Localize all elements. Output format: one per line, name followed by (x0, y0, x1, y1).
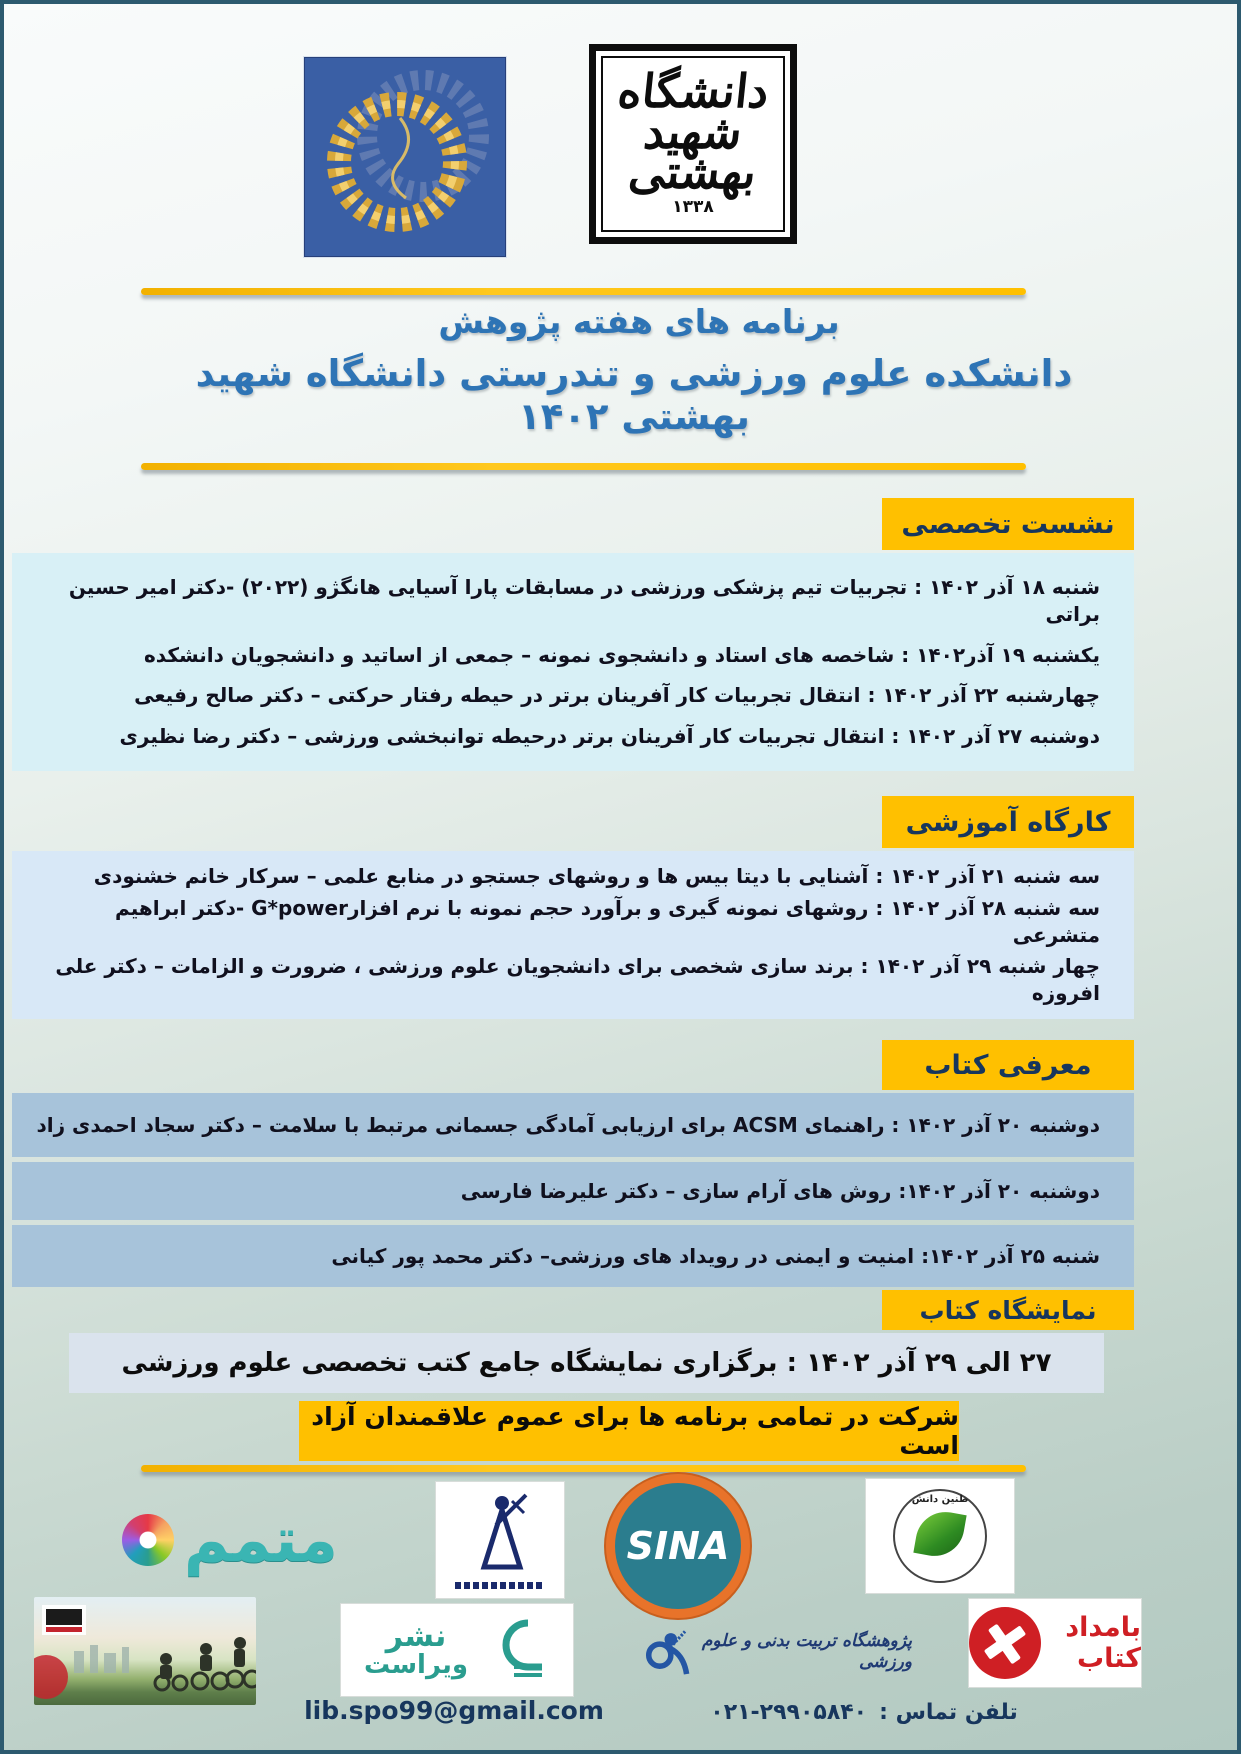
shahid-beheshti-university-logo (589, 44, 797, 244)
footer-phone (654, 1700, 1074, 1725)
sbu-logo-year: ۱۳۳۸ (672, 196, 714, 217)
event-item: شنبه ۱۸ آذر ۱۴۰۲ : تجربیات تیم پزشکی ورزشی در مسابقات پارا آسیایی هانگژو (۲۰۲۲) -دکتر امیر حسین براتی (68, 575, 1100, 627)
section-title-book-exhibition: نمایشگاه کتاب (882, 1290, 1134, 1330)
tanin-danesh-emblem (893, 1489, 987, 1583)
sbu-logo-line: بهشتی (626, 145, 760, 200)
event-item: دوشنبه ۲۰ آذر ۱۴۰۲ : راهنمای ACSM برای ارزیابی آمادگی جسمانی مرتبط با سلامت – دکتر سجاد احمدی زاد (36, 1112, 1100, 1137)
gold-swirl-icon (305, 58, 505, 256)
research-week-logo (304, 57, 506, 257)
virast-logo-label (363, 1618, 469, 1681)
event-item: چهارشنبه ۲۲ آذر ۱۴۰۲ : انتقال تجربیات کار آفرینان برتر در حیطه رفتار حرکتی – دکتر صالح رفیعی (134, 683, 1100, 708)
divider-top (141, 288, 1026, 295)
section-book-introduction-row (12, 1225, 1134, 1287)
event-item: سه شنبه ۲۸ آذر ۱۴۰۲ : روشهای نمونه گیری و برآورد حجم نمونه با نرم افزارG*power -دکتر ابراهیم متشرعی (115, 895, 1100, 947)
writer-figure-icon (468, 1491, 532, 1579)
divider-under-title (141, 463, 1026, 470)
tanin-danesh-label: طنین دانش (911, 1494, 969, 1505)
flower-burst-icon (122, 1514, 174, 1566)
event-item: چهار شنبه ۲۹ آذر ۱۴۰۲ : برند سازی شخصی برای دانشجویان علوم ورزشی ، ضرورت و الزامات – دکتر علی افروزه (55, 953, 1100, 1005)
institute-logo-label: پژوهشگاه تربیت بدنی و علوم ورزشی (701, 1630, 912, 1672)
phone-number: ۰۲۱-۲۹۹۰۵۸۴۰ (710, 1700, 868, 1725)
virast-publishing-logo (341, 1604, 573, 1696)
footer-email[interactable]: lib.spo99@gmail.com (304, 1696, 604, 1725)
sports-photo-banner (34, 1597, 256, 1705)
section-title-specialized-meetings: نشست تخصصی (882, 498, 1134, 550)
motamem-logo (122, 1503, 338, 1576)
publisher-caption-line (455, 1582, 545, 1589)
cyclists-silhouette-icon (34, 1597, 256, 1705)
event-item: سه شنبه ۲۱ آذر ۱۴۰۲ : آشنایی با دیتا بیس ها و روشهای جستجو در منابع علمی – سرکار خانم خشنودی (93, 864, 1100, 889)
open-participation-banner: شرکت در تمامی برنامه ها برای عموم علاقمندان آزاد است (299, 1401, 959, 1461)
section-book-introduction-row (12, 1093, 1134, 1157)
bamdad-logo-label: بامداد کتاب (1065, 1612, 1141, 1674)
virast-label-top: نشر (385, 1618, 447, 1654)
sina-logo-label: SINA (626, 1524, 730, 1568)
event-item: دوشنبه ۲۷ آذر ۱۴۰۲ : انتقال تجربیات کار آفرینان برتر درحیطه توانبخشی ورزشی – دکتر رضا نظیری (119, 723, 1100, 748)
bamdad-runner-icon (969, 1607, 1041, 1679)
poster-title-line2: دانشکده علوم ورزشی و تندرستی دانشگاه شهید بهشتی ۱۴۰۲ (195, 352, 1073, 438)
book-glyph-icon (480, 1615, 550, 1685)
leaf-icon (913, 1507, 966, 1560)
bamdad-ketab-logo (969, 1599, 1141, 1687)
tanin-danesh-logo (866, 1479, 1014, 1593)
poster-title-line1: برنامه های هفته پژوهش (438, 302, 840, 341)
event-item: یکشنبه ۱۹ آذر۱۴۰۲ : شاخصه های استاد و دانشجوی نمونه – جمعی از اساتید و دانشجویان دانشکده (143, 642, 1100, 667)
section-book-introduction-row (12, 1162, 1134, 1220)
event-item: شنبه ۲۵ آذر ۱۴۰۲: امنیت و ایمنی در رویداد های ورزشی– دکتر محمد پور کیانی (331, 1243, 1100, 1268)
sbu-logo-line: دانشگاه (614, 64, 772, 119)
sina-publications-logo (606, 1474, 750, 1618)
virast-label-bottom: ویراست (363, 1650, 469, 1681)
swoosh-figure-icon (644, 1616, 690, 1688)
sbu-logo-line: شهید (641, 104, 745, 159)
book-exhibition-item: ۲۷ الی ۲۹ آذر ۱۴۰۲ : برگزاری نمایشگاه جامع کتب تخصصی علوم ورزشی (69, 1333, 1104, 1393)
section-workshops (12, 851, 1134, 1019)
publisher-figure-logo (436, 1482, 564, 1598)
section-title-workshops: کارگاه آموزشی (882, 796, 1134, 848)
motamem-logo-label: متمم (184, 1503, 338, 1576)
sport-sciences-research-institute-logo (644, 1606, 912, 1698)
event-item: دوشنبه ۲۰ آذر ۱۴۰۲: روش های آرام سازی – دکتر علیرضا فارسی (460, 1178, 1100, 1203)
divider-bottom (141, 1465, 1026, 1472)
phone-label: تلفن تماس : (879, 1700, 1018, 1725)
section-specialized-meetings (12, 553, 1134, 771)
section-title-book-introduction: معرفی کتاب (882, 1040, 1134, 1090)
